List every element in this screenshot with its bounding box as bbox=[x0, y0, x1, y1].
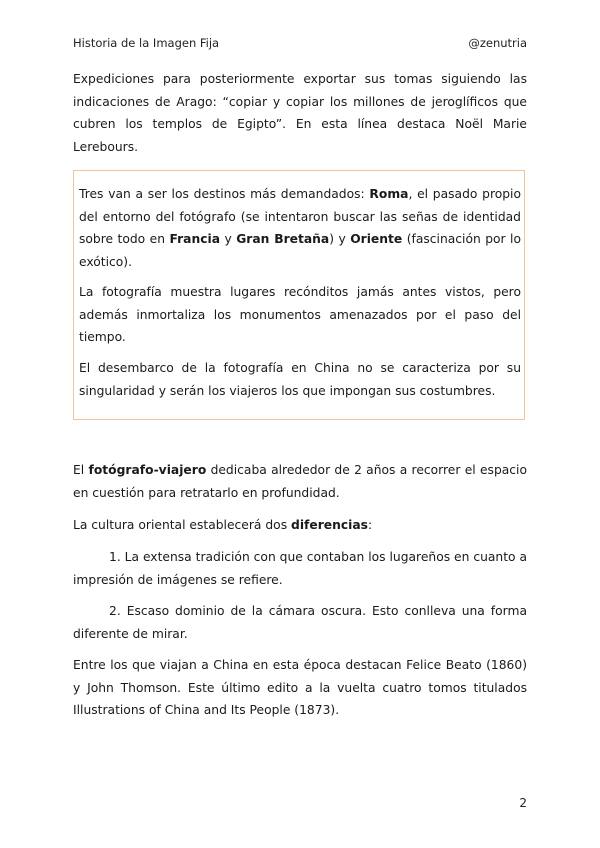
header-title: Historia de la Imagen Fija bbox=[73, 36, 220, 50]
paragraph-china-travelers: Entre los que viajan a China en esta época destacan Felice Beato (1860) y John Thomson. Este último edito a la vuelta cuatro tomos titulados Illustrations of China and Its People (1873). bbox=[73, 658, 527, 717]
box-paragraph-china: El desembarco de la fotografía en China no se caracteriza por su singularidad y serán los viajeros los que impongan sus costumbres. bbox=[79, 361, 521, 398]
paragraph-differences bbox=[73, 514, 527, 537]
bold-diferencias: diferencias bbox=[291, 518, 369, 532]
intro-paragraph: Expediciones para posteriormente exportar sus tomas siguiendo las indicaciones de Arago: “copiar y copiar los millones de jeroglíficos que cubren los templos de Egipto”. En esta línea destaca Noël Marie Lerebours. bbox=[73, 72, 527, 154]
text-run: : bbox=[368, 518, 373, 532]
box-paragraph-places: La fotografía muestra lugares recónditos jamás antes vistos, pero además inmortaliza los monumentos amenazados por el paso del tiempo. bbox=[79, 285, 521, 344]
header-handle: @zenutria bbox=[468, 36, 527, 50]
text-run: (fascinación por lo exótico). bbox=[79, 232, 521, 269]
text-run: El bbox=[73, 463, 89, 477]
bold-fotografo-viajero: fotógrafo-viajero bbox=[88, 463, 207, 477]
highlight-box bbox=[73, 170, 525, 420]
list-item: 1. La extensa tradición con que contaban los lugareños en cuanto a impresión de imágenes se refiere. bbox=[73, 550, 527, 587]
text-run: La cultura oriental establecerá dos bbox=[73, 518, 292, 532]
page-header bbox=[73, 36, 527, 52]
text-run: , el pasado propio del entorno del fotógrafo (se intentaron buscar las señas de identidad sobre todo en bbox=[79, 187, 521, 246]
text-run: dedicaba alrededor de 2 años a recorrer el espacio en cuestión para retratarlo en profundidad. bbox=[73, 463, 527, 500]
text-run: ) y bbox=[329, 232, 351, 246]
text-run: Tres van a ser los destinos más demandados: bbox=[79, 187, 370, 201]
bold-oriente: Oriente bbox=[350, 232, 403, 246]
page-number: 2 bbox=[519, 796, 527, 810]
bold-francia: Francia bbox=[169, 232, 221, 246]
paragraph-photographer-traveler bbox=[73, 459, 527, 504]
bold-gran-bretana: Gran Bretaña bbox=[236, 232, 330, 246]
text-run: y bbox=[220, 232, 237, 246]
bold-roma: Roma bbox=[369, 187, 409, 201]
list-item: 2. Escaso dominio de la cámara oscura. Esto conlleva una forma diferente de mirar. bbox=[73, 604, 527, 641]
box-paragraph-destinations bbox=[79, 183, 521, 273]
